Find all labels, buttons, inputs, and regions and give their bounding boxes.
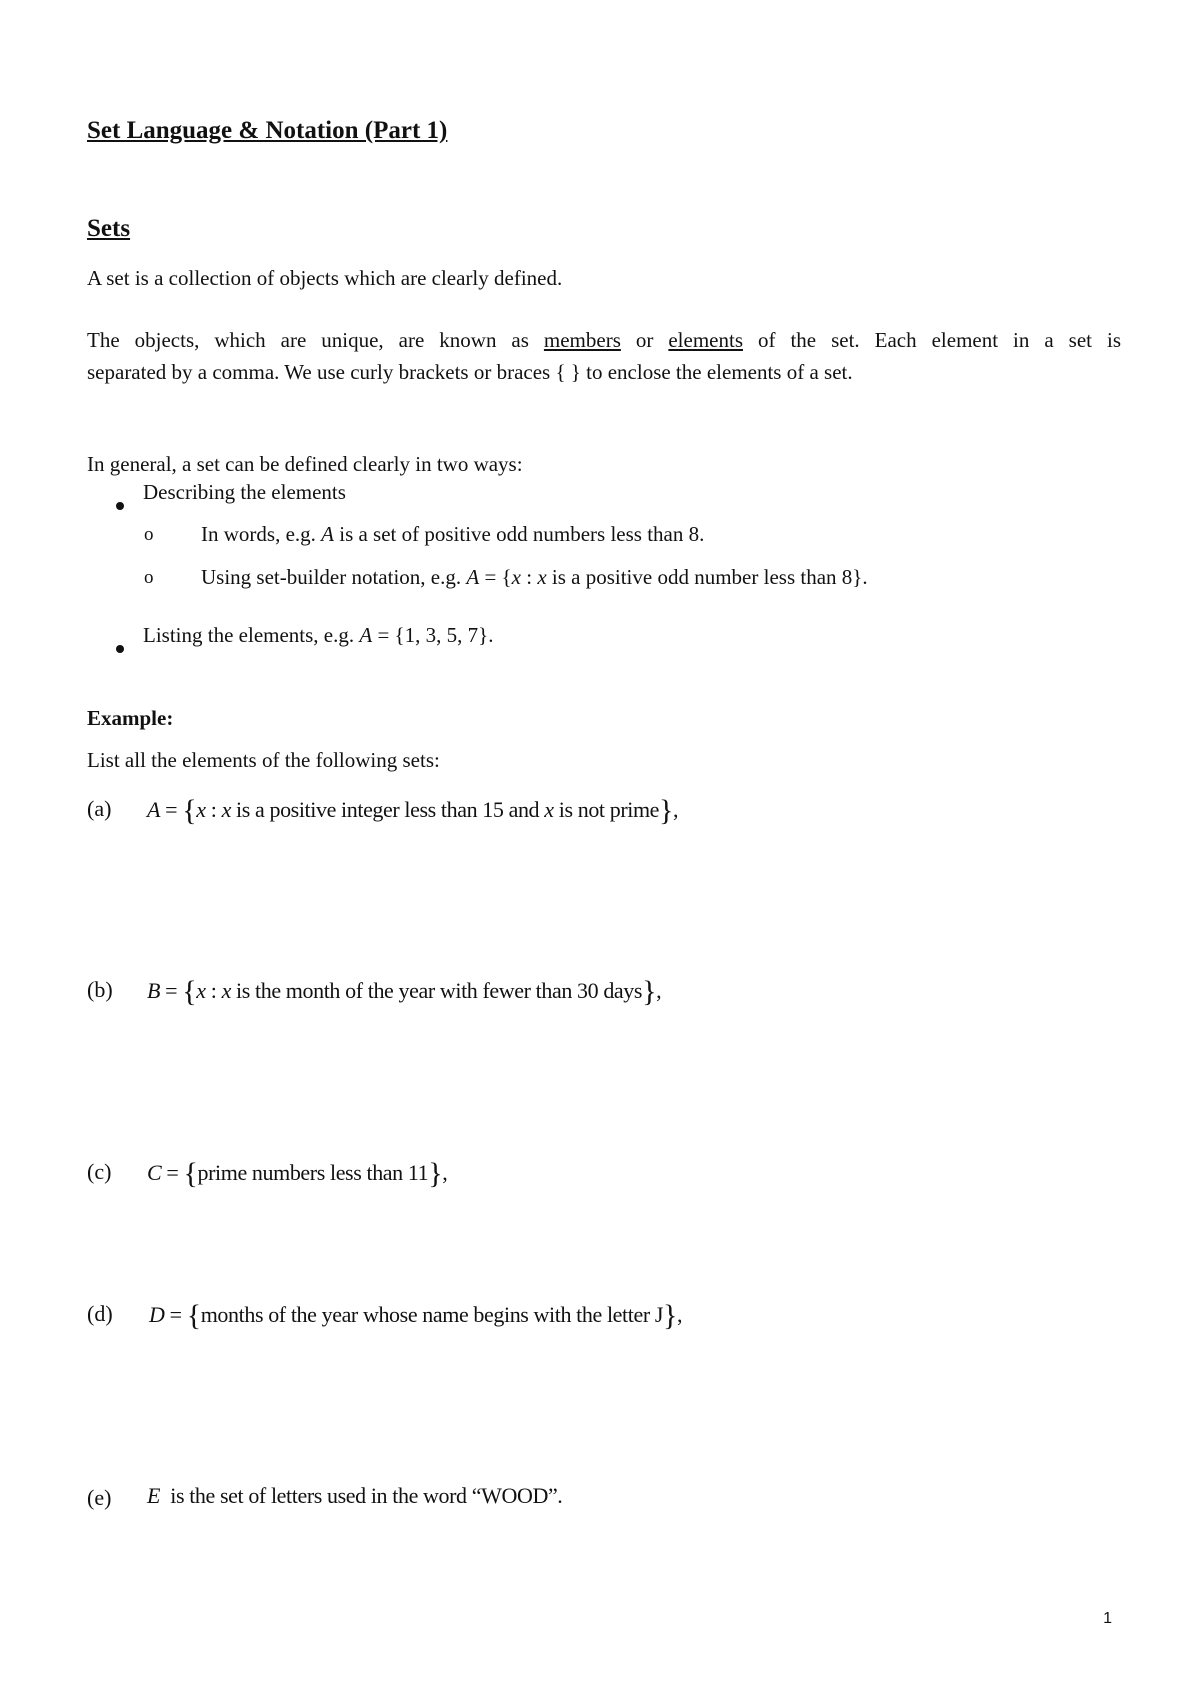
example-heading: Example:	[87, 706, 174, 730]
math-op: = {	[479, 565, 512, 589]
punctuation: ,	[677, 1302, 683, 1327]
math-var: C	[147, 1160, 162, 1185]
page-number: 1	[1103, 1610, 1112, 1627]
bullet-dot-icon	[116, 634, 124, 659]
math-op: =	[161, 1160, 184, 1185]
question-text: is a positive integer less than 15 and	[230, 797, 545, 822]
math-op: =	[160, 797, 183, 822]
elements-paragraph-line-1	[87, 324, 1121, 356]
math-var: x	[196, 978, 206, 1003]
elements-paragraph-line-2: separated by a comma. We use curly brackets or braces { } to enclose the elements of a set.	[87, 360, 853, 384]
question-text: is not prime	[553, 797, 660, 822]
term-elements: elements	[668, 328, 743, 352]
math-var: x	[221, 978, 231, 1003]
question-label: (b)	[87, 977, 113, 1002]
bullet-dot-icon	[116, 491, 124, 516]
question-a	[147, 794, 678, 828]
bullet-describing: Describing the elements	[143, 480, 346, 504]
sub-text: is a positive odd number less than 8}.	[546, 565, 868, 589]
math-var: x	[196, 797, 206, 822]
ways-intro: In general, a set can be defined clearly in two ways:	[87, 452, 523, 476]
sub-bullet-in-words	[201, 522, 704, 547]
para-text: The objects, which are unique, are known as	[87, 328, 529, 352]
question-label: (c)	[87, 1159, 112, 1184]
brace-open: {	[186, 1299, 201, 1332]
question-text: is the month of the year with fewer than 30 days	[230, 978, 643, 1003]
brace-open: {	[183, 1157, 198, 1190]
math-var: D	[149, 1302, 165, 1327]
section-heading-sets: Sets	[87, 215, 131, 242]
math-op: :	[205, 978, 222, 1003]
brace-open: {	[182, 794, 197, 827]
brace-close: }	[663, 1299, 678, 1332]
brace-close: }	[659, 794, 674, 827]
question-label: (a)	[87, 796, 112, 821]
question-d	[149, 1299, 682, 1333]
question-text: prime numbers less than 11	[197, 1160, 429, 1185]
elements-paragraph	[87, 324, 1121, 388]
sub-text: is a set of positive odd numbers less than 8.	[339, 522, 705, 546]
question-label: (d)	[87, 1301, 113, 1326]
math-var: x	[544, 797, 554, 822]
math-op: :	[205, 797, 222, 822]
math-op: :	[520, 565, 538, 589]
question-text: months of the year whose name begins with the letter J	[200, 1302, 664, 1327]
math-var: x	[537, 565, 547, 589]
question-label: (e)	[87, 1485, 112, 1510]
para-text: of the set. Each element in a set is	[757, 328, 1121, 352]
math-var: A	[321, 522, 334, 546]
brace-close: }	[428, 1157, 443, 1190]
math-var: x	[511, 565, 521, 589]
sub-bullet-set-builder	[201, 565, 868, 590]
page-title: Set Language & Notation (Part 1)	[87, 117, 448, 144]
punctuation: ,	[442, 1160, 448, 1185]
para-text: or	[635, 328, 654, 352]
math-var: B	[147, 978, 161, 1003]
math-expr: = {1, 3, 5, 7}.	[372, 623, 494, 647]
math-var: E	[147, 1483, 161, 1508]
math-var: A	[466, 565, 480, 589]
sub-bullet-circle-icon: o	[144, 567, 154, 588]
sub-text: Using set-builder notation, e.g.	[201, 565, 462, 589]
brace-open: {	[182, 975, 197, 1008]
bullet-listing	[143, 623, 493, 648]
question-c	[147, 1157, 447, 1191]
set-definition: A set is a collection of objects which are clearly defined.	[87, 266, 563, 290]
sub-text: In words, e.g.	[201, 522, 316, 546]
math-op: =	[164, 1302, 187, 1327]
math-var: A	[359, 623, 373, 647]
question-b	[147, 975, 661, 1009]
question-e	[147, 1483, 562, 1509]
question-text: is the set of letters used in the word “WOOD”.	[160, 1483, 563, 1508]
bullet-text: Listing the elements, e.g.	[143, 623, 355, 647]
brace-close: }	[642, 975, 657, 1008]
term-members: members	[543, 328, 621, 352]
example-intro: List all the elements of the following sets:	[87, 748, 440, 772]
sub-bullet-circle-icon: o	[144, 524, 154, 545]
math-op: =	[160, 978, 183, 1003]
math-var: A	[147, 797, 161, 822]
punctuation: ,	[673, 797, 679, 822]
math-var: x	[221, 797, 231, 822]
punctuation: ,	[656, 978, 662, 1003]
